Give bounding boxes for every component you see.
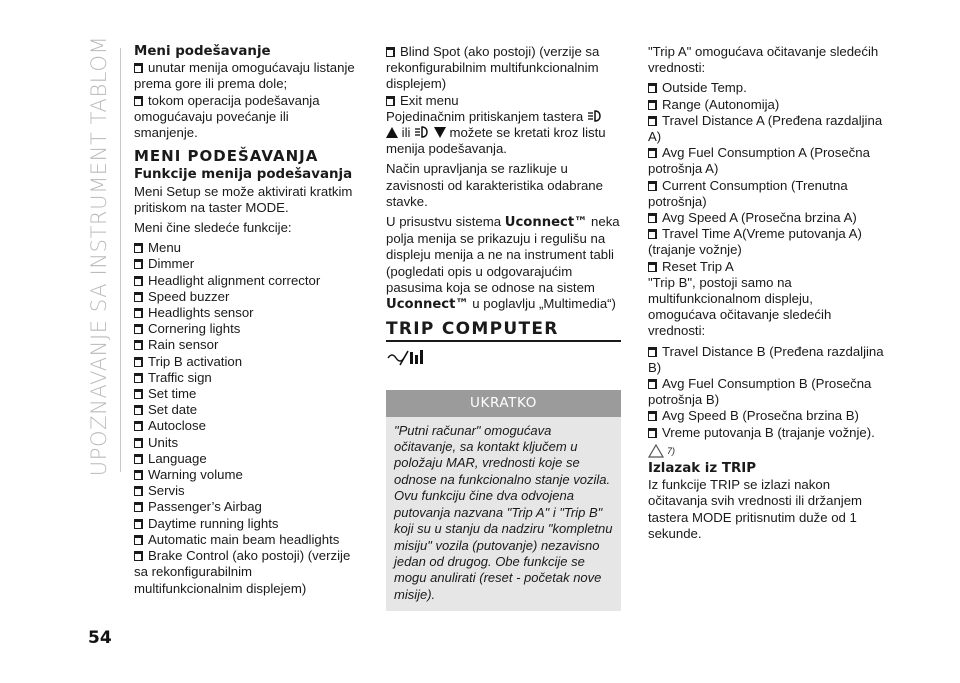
checkbox-bullet-icon (648, 229, 657, 239)
list-item (134, 93, 356, 142)
headlamp-icon (414, 125, 430, 139)
list-item-text: Outside Temp. (662, 80, 747, 96)
list-item (648, 376, 884, 408)
menu-items-list-last (134, 548, 356, 597)
summary-header: UKRATKO (386, 390, 621, 416)
up-triangle-icon (386, 127, 398, 138)
list-item-text: Daytime running lights (148, 515, 279, 531)
paragraph: Način upravljanja se razlikuje u zavisnosti od karakteristika odabrane stavke. (386, 161, 603, 209)
list-item (134, 273, 356, 289)
list-item-continuation: potrošnja) (648, 193, 707, 209)
list-item-text: Rain sensor (148, 337, 219, 353)
list-item (134, 483, 356, 499)
column-1 (134, 44, 356, 597)
checkbox-bullet-icon (134, 454, 143, 464)
list-item-continuation: potrošnja B) (648, 392, 720, 408)
checkbox-bullet-icon (134, 292, 143, 302)
list-item-text: Reset Trip A (662, 258, 734, 274)
paragraph: "Trip A" omogućava očitavanje sledećih vrednosti: (648, 44, 879, 76)
list-item-text: Dimmer (148, 256, 195, 272)
chapter-title-text: UPOZNAVANJE SA INSTRUMENT TABLOM (87, 35, 111, 477)
text: ili (401, 125, 411, 141)
list-item-continuation: omogućavaju povećanje ili smanjenje. (134, 108, 289, 141)
list-item-continuation: rekonfigurabilnim multifunkcionalnim displejem) (386, 60, 599, 92)
list-item-text: Range (Autonomija) (662, 96, 780, 112)
list-item (648, 145, 884, 177)
list-item (134, 402, 356, 418)
checkbox-bullet-icon (134, 421, 143, 431)
trip-a-list (648, 80, 884, 274)
checkbox-bullet-icon (134, 96, 143, 106)
list-item (134, 354, 356, 370)
text: U prisustvu sistema (386, 214, 502, 230)
list-item-text: Headlight alignment corrector (148, 272, 321, 288)
paragraph: Iz funkcije TRIP se izlazi nakon očitavanja svih vrednosti ili držanjem tastera MODE pritisnutim duže od 1 sekunde. (648, 477, 863, 541)
list-item-text: Units (148, 434, 179, 450)
list-item (386, 93, 622, 109)
checkbox-bullet-icon (648, 411, 657, 421)
checkbox-bullet-icon (648, 379, 657, 389)
list-item-text: Autoclose (148, 418, 206, 434)
headlamp-icon (587, 109, 603, 123)
list-item-text: Servis (148, 483, 185, 499)
list-item-text: Speed buzzer (148, 288, 230, 304)
checkbox-bullet-icon (134, 259, 143, 269)
list-item (134, 435, 356, 451)
list-item-text: Passenger’s Airbag (148, 499, 262, 515)
list-item-text: Language (148, 450, 207, 466)
list-item-text: Travel Time A(Vreme putovanja A) (662, 226, 862, 242)
list-item (134, 60, 356, 92)
list-item (134, 289, 356, 305)
paragraph-navigation (386, 109, 622, 158)
list-item-text: unutar menija omogućavaju listanje (148, 60, 355, 76)
column-3 (648, 44, 884, 546)
list-item-text: Travel Distance B (Pređena razdaljina (662, 343, 884, 359)
checkbox-bullet-icon (134, 502, 143, 512)
brand-name: Uconnect™ (386, 297, 469, 313)
list-item-text: Warning volume (148, 467, 243, 483)
list-item-continuation: (trajanje vožnje) (648, 242, 742, 258)
checkbox-bullet-icon (134, 357, 143, 367)
list-item-text: Avg Speed A (Prosečna brzina A) (662, 210, 857, 226)
list-item (134, 418, 356, 434)
checkbox-bullet-icon (134, 373, 143, 383)
list-item-text: Headlights sensor (148, 305, 254, 321)
list-item-continuation: A) (648, 129, 662, 145)
paragraph: Meni čine sledeće funkcije: (134, 220, 292, 236)
checkbox-bullet-icon (648, 148, 657, 158)
checkbox-bullet-icon (134, 486, 143, 496)
trip-computer-icon-row (386, 348, 622, 370)
menu-items-list (134, 240, 356, 548)
list-item (648, 113, 884, 145)
list-item (648, 408, 884, 424)
list-item-text: Set time (148, 386, 197, 402)
trip-computer-title: TRIP COMPUTER (386, 319, 559, 340)
list-item (134, 516, 356, 532)
checkbox-bullet-icon (648, 428, 657, 438)
checkbox-bullet-icon (134, 308, 143, 318)
list-item (648, 425, 884, 441)
sidebar-chapter-title (86, 35, 112, 477)
checkbox-bullet-icon (648, 262, 657, 272)
list-item (648, 178, 884, 210)
list-item (134, 532, 356, 548)
list-item-continuation: sa rekonfigurabilnim multifunkcionalnim displejem) (134, 564, 307, 596)
list-item (134, 305, 356, 321)
list-item (648, 226, 884, 258)
list-item-text: Vreme putovanja B (trajanje vožnje). (662, 424, 875, 440)
list-item-text: Automatic main beam headlights (148, 531, 340, 547)
note-reference: 7) (667, 445, 676, 456)
checkbox-bullet-icon (134, 438, 143, 448)
checkbox-bullet-icon (134, 535, 143, 545)
summary-text: "Putni računar" omogućava očitavanje, sa kontakt ključem u položaju MAR, vrednosti koje se odnose na funkcionalno stanje vozila. Ovu funkciju čine dva odvojena putovanja nazvana "Trip A" i "Trip B" koji su u stanju da nadziru "kompletnu misiju" vozila (putovanje) nezavisno jedan od drugog. Obe funkcije se mogu anulirati (reset - početak nove misije). (386, 417, 621, 611)
checkbox-bullet-icon (648, 347, 657, 357)
warning-note-icon (648, 444, 664, 458)
down-triangle-icon (434, 127, 446, 138)
list-item-text: Brake Control (ako postoji) (verzije (148, 548, 351, 564)
text: Pojedinačnim pritiskanjem tastera (386, 108, 584, 124)
list-item-text: Cornering lights (148, 321, 241, 337)
settings-functions-heading: Funkcije menija podešavanja (134, 167, 353, 183)
list-item-text: Avg Fuel Consumption B (Prosečna (662, 376, 872, 392)
settings-menu-title: MENI PODEŠAVANJA (134, 147, 319, 166)
list-item-continuation: prema gore ili prema dole; (134, 76, 288, 92)
list-item-text: Exit menu (400, 92, 459, 108)
checkbox-bullet-icon (134, 243, 143, 253)
checkbox-bullet-icon (648, 83, 657, 93)
list-item-continuation: potrošnja A) (648, 161, 719, 177)
paragraph: "Trip B", postoji samo na multifunkcionalnom displeju, omogućava očitavanje sledećih vrednosti: (648, 274, 832, 339)
column-2 (386, 44, 622, 611)
checkbox-bullet-icon (386, 47, 395, 57)
exit-trip-heading: Izlazak iz TRIP (648, 461, 757, 477)
list-item-text: Avg Speed B (Prosečna brzina B) (662, 408, 859, 424)
list-item (648, 344, 884, 376)
checkbox-bullet-icon (134, 324, 143, 334)
checkbox-bullet-icon (134, 340, 143, 350)
list-item-text: Travel Distance A (Pređena razdaljina (662, 112, 883, 128)
menu-settings-heading: Meni podešavanje (134, 44, 271, 59)
checkbox-bullet-icon (134, 63, 143, 73)
trip-computer-icon (386, 348, 426, 368)
list-item (648, 97, 884, 113)
list-item (134, 499, 356, 515)
list-item (134, 321, 356, 337)
checkbox-bullet-icon (134, 276, 143, 286)
list-item (134, 451, 356, 467)
note-row (648, 443, 884, 459)
list-item (386, 44, 622, 93)
checkbox-bullet-icon (648, 213, 657, 223)
list-item (134, 256, 356, 272)
list-item (134, 370, 356, 386)
checkbox-bullet-icon (648, 181, 657, 191)
list-item-text: Menu (148, 240, 181, 256)
checkbox-bullet-icon (386, 96, 395, 106)
list-item-text: Set date (148, 402, 198, 418)
list-item (648, 210, 884, 226)
list-item-text: Traffic sign (148, 369, 212, 385)
checkbox-bullet-icon (134, 389, 143, 399)
checkbox-bullet-icon (134, 470, 143, 480)
list-item-continuation: B) (648, 359, 662, 375)
intro-list (134, 60, 356, 141)
list-item-text: Blind Spot (ako postoji) (verzije sa (400, 44, 600, 59)
checkbox-bullet-icon (134, 519, 143, 529)
list-item (134, 548, 356, 597)
list-item (134, 467, 356, 483)
page-number: 54 (88, 628, 112, 648)
sidebar-divider (120, 48, 121, 472)
checkbox-bullet-icon (134, 551, 143, 561)
paragraph: Meni Setup se može aktivirati kratkim pritiskom na taster MODE. (134, 183, 353, 215)
list-item (134, 337, 356, 353)
list-item (134, 240, 356, 256)
text: neka polja menija se prikazuju i regulišu na displeju menija a ne na instrument tabli (pogledati opis u odgovarajućim pasusima koja se odnose na sistem (386, 214, 620, 295)
list-item (134, 386, 356, 402)
list-item (648, 80, 884, 96)
trip-b-list (648, 344, 884, 441)
list-item-text: Avg Fuel Consumption A (Prosečna (662, 145, 870, 161)
text: možete se kretati kroz listu menija podešavanja. (386, 125, 606, 157)
checkbox-bullet-icon (648, 100, 657, 110)
list-item (648, 259, 884, 275)
brand-name: Uconnect™ (504, 215, 588, 231)
list-item-text: Current Consumption (Trenutna (662, 177, 848, 193)
checkbox-bullet-icon (648, 116, 657, 126)
menu-items-list-cont (386, 44, 622, 109)
text: u poglavlju „Multimedia“) (472, 296, 616, 312)
list-item-text: Trip B activation (148, 353, 243, 369)
title-rule (386, 340, 621, 342)
checkbox-bullet-icon (134, 405, 143, 415)
paragraph-uconnect (386, 214, 622, 313)
list-item-text: tokom operacija podešavanja (148, 92, 320, 108)
